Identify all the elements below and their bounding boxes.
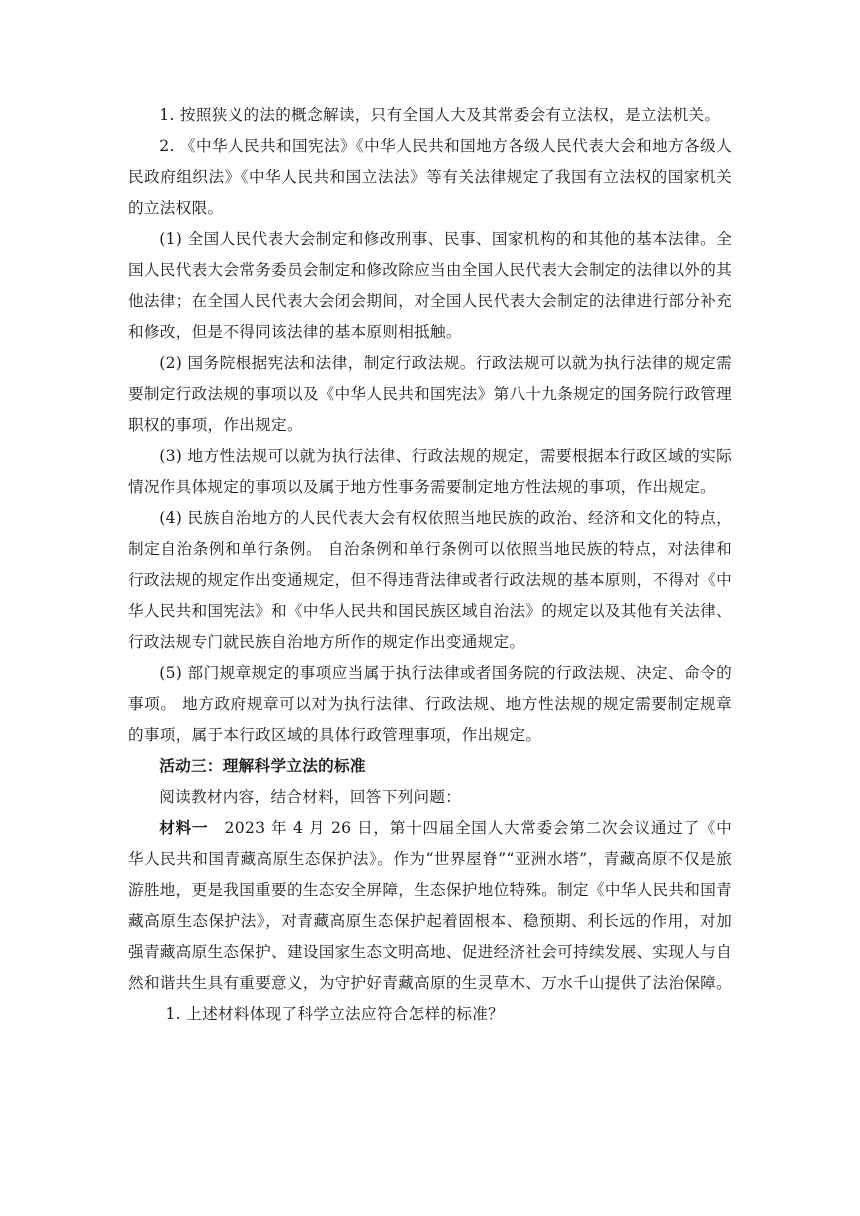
paragraph-3: (1) 全国人民代表大会制定和修改刑事、民事、国家机构的和其他的基本法律。全国人民代表大会常务委员会制定和修改除应当由全国人民代表大会制定的法律以外的其他法律；在全国人民代表大会闭会期间，对全国人民代表大会制定的法律进行部分补充和修改，但是不得同该法律的基本原则相抵触。 (128, 230, 732, 341)
activity-heading: 活动三：理解科学立法的标准 (159, 757, 366, 775)
activity-instruction: 阅读教材内容，结合材料，回答下列问题： (159, 788, 462, 806)
material-paragraph (128, 813, 732, 999)
paragraph-2: 2. 《中华人民共和国宪法》《中华人民共和国地方各级人民代表大会和地方各级人民政府组织法》《中华人民共和国立法法》等有关法律规定了我国有立法权的国家机关的立法权限。 (128, 137, 732, 217)
paragraph-7: (5) 部门规章规定的事项应当属于执行法律或者国务院的行政法规、决定、命令的事项。 地方政府规章可以对为执行法律、行政法规、地方性法规的规定需要制定规章的事项，属于本行政区域的具体行政管理事项，作出规定。 (128, 664, 732, 744)
paragraph-1: 1. 按照狭义的法的概念解读，只有全国人大及其常委会有立法权，是立法机关。 (159, 106, 721, 124)
paragraph-6: (4) 民族自治地方的人民代表大会有权依照当地民族的政治、经济和文化的特点，制定自治条例和单行条例。 自治条例和单行条例可以依照当地民族的特点，对法律和行政法规的规定作出变通规定，但不得违背法律或者行政法规的基本原则，不得对《中华人民共和国宪法》和《中华人民共和国民族区域自治法》的规定以及其他有关法律、行政法规专门就民族自治地方所作的规定作出变通规定。 (128, 509, 732, 651)
material-text: 2023 年 4 月 26 日，第十四届全国人大常委会第二次会议通过了《中华人民共和国青藏高原生态保护法》。作为“世界屋脊”“亚洲水塔”，青藏高原不仅是旅游胜地，更是我国重要的生态安全屏障，生态保护地位特殊。制定《中华人民共和国青藏高原生态保护法》，对青藏高原生态保护起着固根本、稳预期、利长远的作用，对加强青藏高原生态保护、建设国家生态文明高地、促进经济社会可持续发展、实现人与自然和谐共生具有重要意义，为守护好青藏高原的生灵草木、万水千山提供了法治保障。 (128, 819, 732, 992)
question-1: 1. 上述材料体现了科学立法应符合怎样的标准？ (165, 1005, 505, 1023)
paragraph-4: (2) 国务院根据宪法和法律，制定行政法规。行政法规可以就为执行法律的规定需要制定行政法规的事项以及《中华人民共和国宪法》第八十九条规定的国务院行政管理职权的事项，作出规定。 (128, 354, 732, 434)
material-label: 材料一 (159, 819, 209, 837)
document-page (128, 100, 732, 1030)
paragraph-5: (3) 地方性法规可以就为执行法律、行政法规的规定，需要根据本行政区域的实际情况作具体规定的事项以及属于地方性事务需要制定地方性法规的事项，作出规定。 (128, 447, 732, 496)
